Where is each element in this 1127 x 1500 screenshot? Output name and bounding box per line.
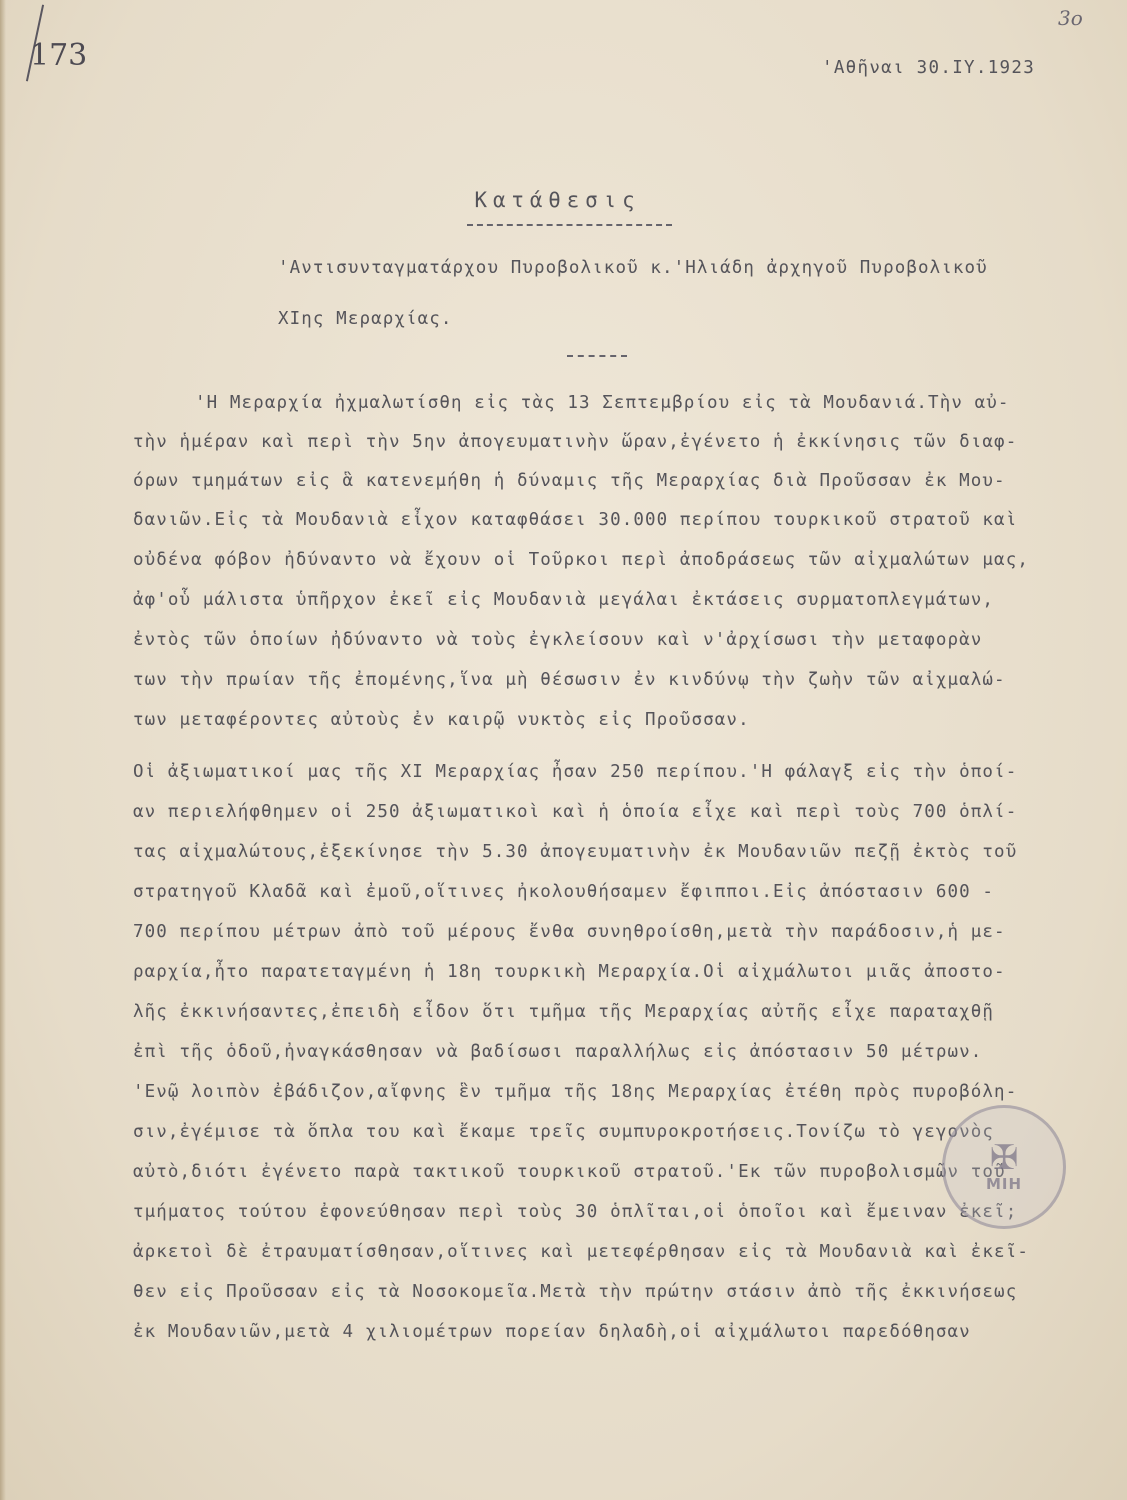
body-line: τμήματος τούτου ἐφονεύθησαν περὶ τοὺς 30 ὁπλῖται,οἱ ὁποῖοι καὶ ἔμειναν ἐκεῖ; xyxy=(133,1202,1018,1222)
title-underline xyxy=(467,224,672,226)
place-date: 'Αθῆναι 30.ΙΥ.1923 xyxy=(822,58,1036,78)
body-line: στρατηγοῦ Κλαδᾶ καὶ ἐμοῦ,οἵτινες ἠκολουθήσαμεν ἔφιπποι.Εἰς ἀπόστασιν 600 - xyxy=(133,882,995,902)
body-line: όρων τμημάτων εἰς ἃ κατενεμήθη ἡ δύναμις τῆς Μεραρχίας διὰ Προῦσσαν ἐκ Μου- xyxy=(133,471,1006,491)
body-line: των τὴν πρωίαν τῆς ἐπομένης,ἵνα μὴ θέσωσιν ἐν κινδύνῳ τὴν ζωὴν τῶν αἰχμαλώ- xyxy=(133,670,1006,690)
body-line: ἀφ'οὗ μάλιστα ὑπῆρχον ἐκεῖ εἰς Μουδανιὰ μεγάλαι ἐκτάσεις συρματοπλεγμάτων, xyxy=(133,590,995,610)
subtitle-line-1: 'Αντισυνταγματάρχου Πυροβολικοῦ κ.'Ηλιάδη ἀρχηγοῦ Πυροβολικοῦ xyxy=(278,258,988,278)
body-line: 'Ενῷ λοιπὸν ἐβάδιζον,αἴφνης ἓν τμῆμα τῆς 18ης Μεραρχίας ἐτέθη πρὸς πυροβόλη- xyxy=(133,1082,1018,1102)
body-line: λῆς ἐκκινήσαντες,ἐπειδὴ εἶδον ὅτι τμῆμα τῆς Μεραρχίας αὐτῆς εἶχε παραταχθῇ xyxy=(133,1002,995,1022)
body-line: τας αἰχμαλώτους,ἐξεκίνησε τὴν 5.30 ἀπογευματινὴν ἐκ Μουδανιῶν πεζῇ ἐκτὸς τοῦ xyxy=(133,842,1018,862)
archive-seal-icon xyxy=(942,1105,1066,1229)
body-line: αν περιελήφθημεν οἱ 250 ἀξιωματικοὶ καὶ ἡ ὁποία εἶχε καὶ περὶ τοὺς 700 ὁπλί- xyxy=(133,802,1018,822)
body-line: τὴν ἡμέραν καὶ περὶ τὴν 5ην ἀπογευματινὴν ὥραν,ἐγένετο ἡ ἐκκίνησις τῶν διαφ- xyxy=(133,432,1018,452)
body-line: ραρχία,ἦτο παρατεταγμένη ἡ 18η τουρκικὴ Μεραρχία.Οἱ αἰχμάλωτοι μιᾶς ἀποστο- xyxy=(133,962,1006,982)
corner-annotation: 3o xyxy=(1058,6,1083,30)
body-line: των μεταφέροντες αὐτοὺς ἐν καιρῷ νυκτὸς εἰς Προῦσσαν. xyxy=(133,710,750,730)
body-line: ἀρκετοὶ δὲ ἐτραυματίσθησαν,οἵτινες καὶ μετεφέρθησαν εἰς τὰ Μουδανιὰ καὶ ἐκεῖ- xyxy=(133,1242,1029,1262)
subtitle-line-2: ΧΙης Μεραρχίας. xyxy=(278,309,453,329)
body-line: 'Η Μεραρχία ἠχμαλωτίσθη εἰς τὰς 13 Σεπτεμβρίου εἰς τὰ Μουδανιά.Τὴν αὐ- xyxy=(195,393,1010,413)
section-separator xyxy=(567,355,627,357)
seal-crest-icon: ✠ xyxy=(989,1138,1019,1178)
body-line: θεν εἰς Προῦσσαν εἰς τὰ Νοσοκομεῖα.Μετὰ τὴν πρώτην στάσιν ἀπὸ τῆς ἐκκινήσεως xyxy=(133,1282,1018,1302)
body-line: οὐδένα φόβον ἠδύναντο νὰ ἔχουν οἱ Τοῦρκοι περὶ ἀποδράσεως τῶν αἰχμαλώτων μας, xyxy=(133,550,1029,570)
seal-text: ΜΙΗ xyxy=(985,1175,1023,1193)
body-line: δανιῶν.Εἰς τὰ Μουδανιὰ εἶχον καταφθάσει 30.000 περίπου τουρκικοῦ στρατοῦ καὶ xyxy=(133,510,1018,530)
body-line: ἐντὸς τῶν ὁποίων ἠδύναντο νὰ τοὺς ἐγκλείσουν καὶ ν'ἀρχίσωσι τὴν μεταφορὰν xyxy=(133,630,983,650)
folio-number: 173 xyxy=(30,38,88,73)
document-title: Κατάθεσις xyxy=(474,188,641,212)
body-line: 700 περίπου μέτρων ἀπὸ τοῦ μέρους ἔνθα συνηθροίσθη,μετὰ τὴν παράδοσιν,ἡ με- xyxy=(133,922,1006,942)
body-line: ἐπὶ τῆς ὁδοῦ,ἠναγκάσθησαν νὰ βαδίσωσι παραλλήλως εἰς ἀπόστασιν 50 μέτρων. xyxy=(133,1042,983,1062)
body-line: ἐκ Μουδανιῶν,μετὰ 4 χιλιομέτρων πορείαν δηλαδὴ,οἱ αἰχμάλωτοι παρεδόθησαν xyxy=(133,1322,971,1342)
body-line: αὐτὸ,διότι ἐγένετο παρὰ τακτικοῦ τουρκικοῦ στρατοῦ.'Εκ τῶν πυροβολισμῶν τοῦ xyxy=(133,1162,1006,1182)
body-line: Οἱ ἀξιωματικοί μας τῆς ΧΙ Μεραρχίας ἦσαν 250 περίπου.'Η φάλαγξ εἰς τὴν ὁποί- xyxy=(133,762,1018,782)
body-line: σιν,ἐγέμισε τὰ ὅπλα του καὶ ἔκαμε τρεῖς συμπυροκροτήσεις.Τονίζω τὸ γεγονὸς xyxy=(133,1122,995,1142)
